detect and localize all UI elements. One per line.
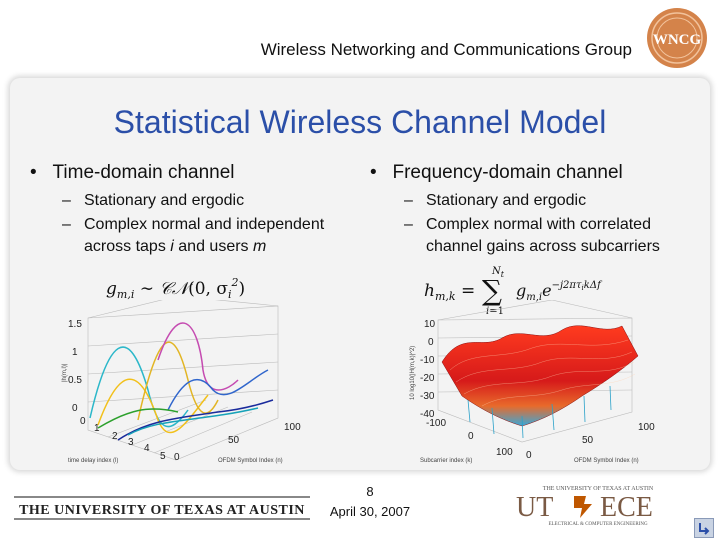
sub-complex-correlated-line1: Complex normal with correlated <box>426 216 651 233</box>
x-axis-label: Subcarrier index (k) <box>420 458 473 464</box>
z-tick: 0 <box>526 450 532 461</box>
z-axis-label: OFDM Symbol Index (n) <box>574 458 639 464</box>
z-axis-label: OFDM Symbol Index (n) <box>218 458 283 464</box>
bullet-time-domain-label: Time-domain channel <box>52 162 235 183</box>
slide-navigation-icon[interactable] <box>694 518 714 538</box>
ut-logo-text: THE UNIVERSITY OF TEXAS AT AUSTIN <box>19 503 305 518</box>
slide-footer <box>320 482 420 522</box>
ut-austin-logo <box>14 496 310 520</box>
y-tick: 1 <box>72 347 78 358</box>
x-tick: 0 <box>80 416 86 427</box>
time-domain-plot <box>58 300 304 466</box>
x-tick: 1 <box>94 423 100 434</box>
sub-text: and users <box>173 238 253 255</box>
y-tick: -30 <box>420 391 435 402</box>
group-name: Wireless Networking and Communications Group <box>260 40 632 59</box>
longhorn-icon <box>574 496 592 518</box>
y-tick: 10 <box>424 319 436 330</box>
sub-text: across taps <box>84 238 171 255</box>
bullet-dot: • <box>30 162 53 183</box>
bullet-dot: • <box>370 162 393 183</box>
ece-bottom-text: ELECTRICAL & COMPUTER ENGINEERING <box>548 522 648 526</box>
svg-text:i=1: i=1 <box>486 306 504 316</box>
y-tick: 0 <box>72 403 78 414</box>
svg-text:gm,i ∼ 𝒞𝒩(0, σi2): $g_{m,i}$ ∼ 𝒞𝒩(0, $\sigma_i^2$) <box>106 276 246 301</box>
sub-complex-independent-line1: Complex normal and independent <box>84 216 325 233</box>
x-tick: 2 <box>112 431 118 442</box>
ece-top-text: THE UNIVERSITY OF TEXAS AT AUSTIN <box>542 486 654 492</box>
sub-stationary-right-label: Stationary and ergodic <box>426 192 587 209</box>
svg-text:Nt: $N_t$ <box>492 266 504 279</box>
z-tick: 50 <box>228 435 240 446</box>
x-tick: 5 <box>160 451 166 462</box>
svg-text:∑: ∑ <box>482 274 502 307</box>
y-tick: -10 <box>420 355 435 366</box>
y-tick: -20 <box>420 373 435 384</box>
svg-text:hm,k =: $h_{m,k}$ = <box>424 281 476 303</box>
y-tick: 0 <box>428 337 434 348</box>
z-tick: 50 <box>582 435 594 446</box>
sub-text-i: i <box>170 238 174 255</box>
z-tick: 100 <box>638 422 655 433</box>
sub-stationary-right: – Stationary and ergodic <box>404 192 587 209</box>
svg-text:gm,ie−j2πτikΔf: $g_{m,i}e^{-j2\pi\tau_ik\Delta f}$ <box>516 280 601 303</box>
z-tick: 0 <box>174 452 180 463</box>
bullet-frequency-domain-label: Frequency-domain channel <box>392 162 623 183</box>
slide-date: April 30, 2007 <box>329 504 411 519</box>
ece-ece-text: ECE <box>600 492 653 523</box>
sub-stationary-left-label: Stationary and ergodic <box>84 192 245 209</box>
x-tick: 100 <box>496 447 513 458</box>
y-axis-label: 10 log10(|H(m,k)|^2) <box>410 345 416 400</box>
x-tick: 0 <box>468 431 474 442</box>
y-tick: 0.5 <box>68 375 82 386</box>
y-axis-label: |h(m,l)| <box>62 363 68 382</box>
nav-arrow-icon <box>695 519 713 537</box>
sub-complex-correlated: – Complex normal with correlated channel gains across subcarriers <box>404 216 660 255</box>
bullet-frequency-domain <box>370 162 623 184</box>
sub-stationary-left: – Stationary and ergodic <box>62 192 245 209</box>
z-tick: 100 <box>284 422 301 433</box>
y-tick: -40 <box>420 409 435 420</box>
sub-complex-independent: – Complex normal and independent across taps i and users m <box>62 216 325 255</box>
frequency-domain-plot <box>402 300 702 466</box>
x-tick: 4 <box>144 443 150 454</box>
sub-complex-correlated-line2: channel gains across subcarriers <box>426 238 660 255</box>
page-number: 8 <box>366 484 374 499</box>
bullet-time-domain <box>30 162 235 184</box>
slide-title: Statistical Wireless Channel Model <box>113 104 607 140</box>
x-tick: 3 <box>128 437 134 448</box>
ut-ece-logo <box>514 484 682 526</box>
wncg-logo <box>640 6 714 70</box>
y-tick: 1.5 <box>68 319 82 330</box>
time-domain-formula <box>104 268 264 302</box>
logo-text: WNCG <box>652 32 702 48</box>
x-tick: -100 <box>426 418 447 429</box>
sub-text-m: m <box>252 238 267 255</box>
ece-ut-text: UT <box>516 492 554 523</box>
x-axis-label: time delay index (l) <box>68 458 119 464</box>
